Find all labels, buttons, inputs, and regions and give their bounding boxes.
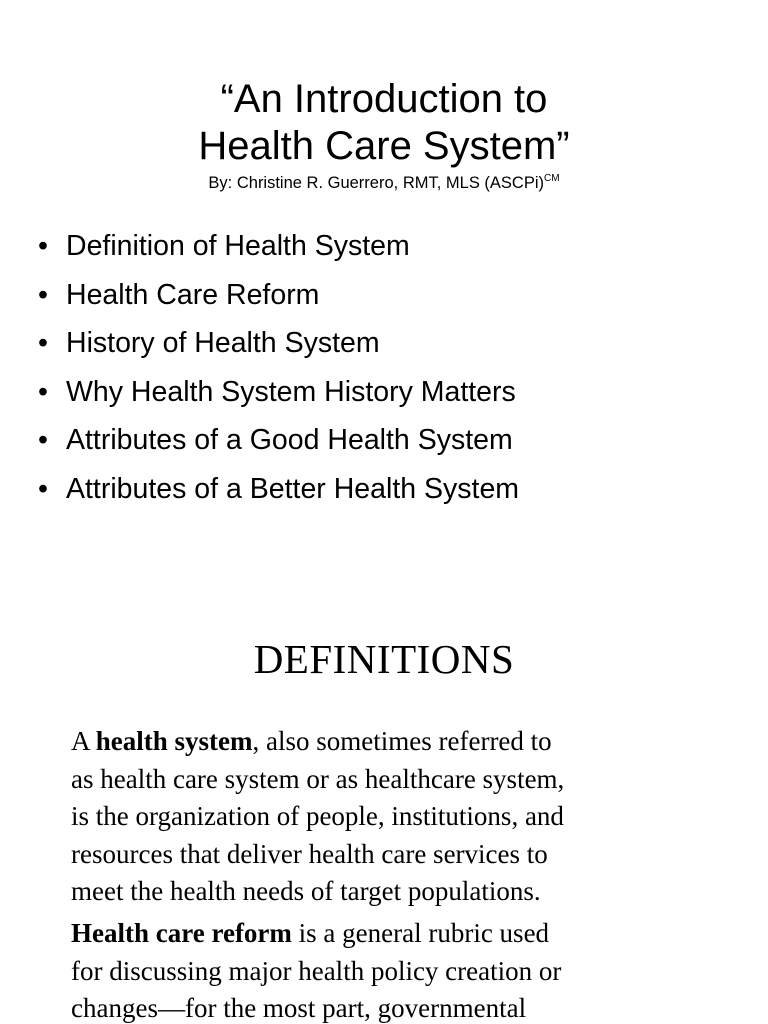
text-line: resources that deliver health care services to	[71, 838, 548, 869]
topic-label: Why Health System History Matters	[66, 375, 516, 408]
slide-title	[0, 76, 768, 170]
topic-list-item	[38, 271, 519, 320]
text-line: for discussing major health policy creation or	[71, 955, 562, 986]
health-system-definition	[71, 723, 721, 911]
text-line: is the organization of people, institutions, and	[71, 801, 564, 832]
topic-label: Attributes of a Better Health System	[66, 472, 520, 505]
author-byline-text: By: Christine R. Guerrero, RMT, MLS (ASCPi)	[208, 174, 544, 192]
text-run: , also sometimes referred to	[252, 726, 552, 756]
credential-superscript: CM	[544, 173, 560, 184]
definitions-heading: DEFINITIONS	[253, 636, 515, 682]
text-run: is a general rubric used	[291, 918, 550, 948]
bullet-icon: •	[38, 327, 48, 360]
topic-label: History of Health System	[66, 327, 380, 360]
bullet-icon: •	[38, 230, 48, 262]
term-health-care-reform: Health care reform	[71, 918, 292, 948]
author-byline	[0, 173, 768, 193]
text-line	[71, 915, 721, 953]
topic-list-item	[38, 368, 519, 417]
topic-label: Health Care Reform	[66, 278, 320, 311]
text-line: as health care system or as healthcare system,	[71, 763, 565, 794]
bullet-icon: •	[38, 278, 48, 311]
topic-list-item	[38, 465, 519, 514]
topic-list-item	[38, 319, 519, 368]
topic-label: Definition of Health System	[66, 230, 410, 262]
bullet-icon: •	[38, 472, 48, 505]
topic-list	[38, 222, 519, 514]
topic-list-item	[38, 416, 519, 465]
text-line	[71, 723, 721, 761]
term-health-system: health system	[95, 726, 253, 756]
topic-list-item	[38, 222, 519, 271]
text-run: A	[71, 726, 96, 756]
bullet-icon: •	[38, 375, 48, 408]
slide-title-line-1: “An Introduction to	[220, 77, 548, 121]
topic-label: Attributes of a Good Health System	[66, 424, 513, 457]
bullet-icon: •	[38, 424, 48, 457]
text-line: meet the health needs of target populations.	[71, 876, 541, 907]
text-line: changes—for the most part, governmental	[71, 993, 527, 1024]
health-care-reform-definition	[71, 915, 721, 1024]
slide-title-line-2: Health Care System”	[198, 124, 570, 168]
